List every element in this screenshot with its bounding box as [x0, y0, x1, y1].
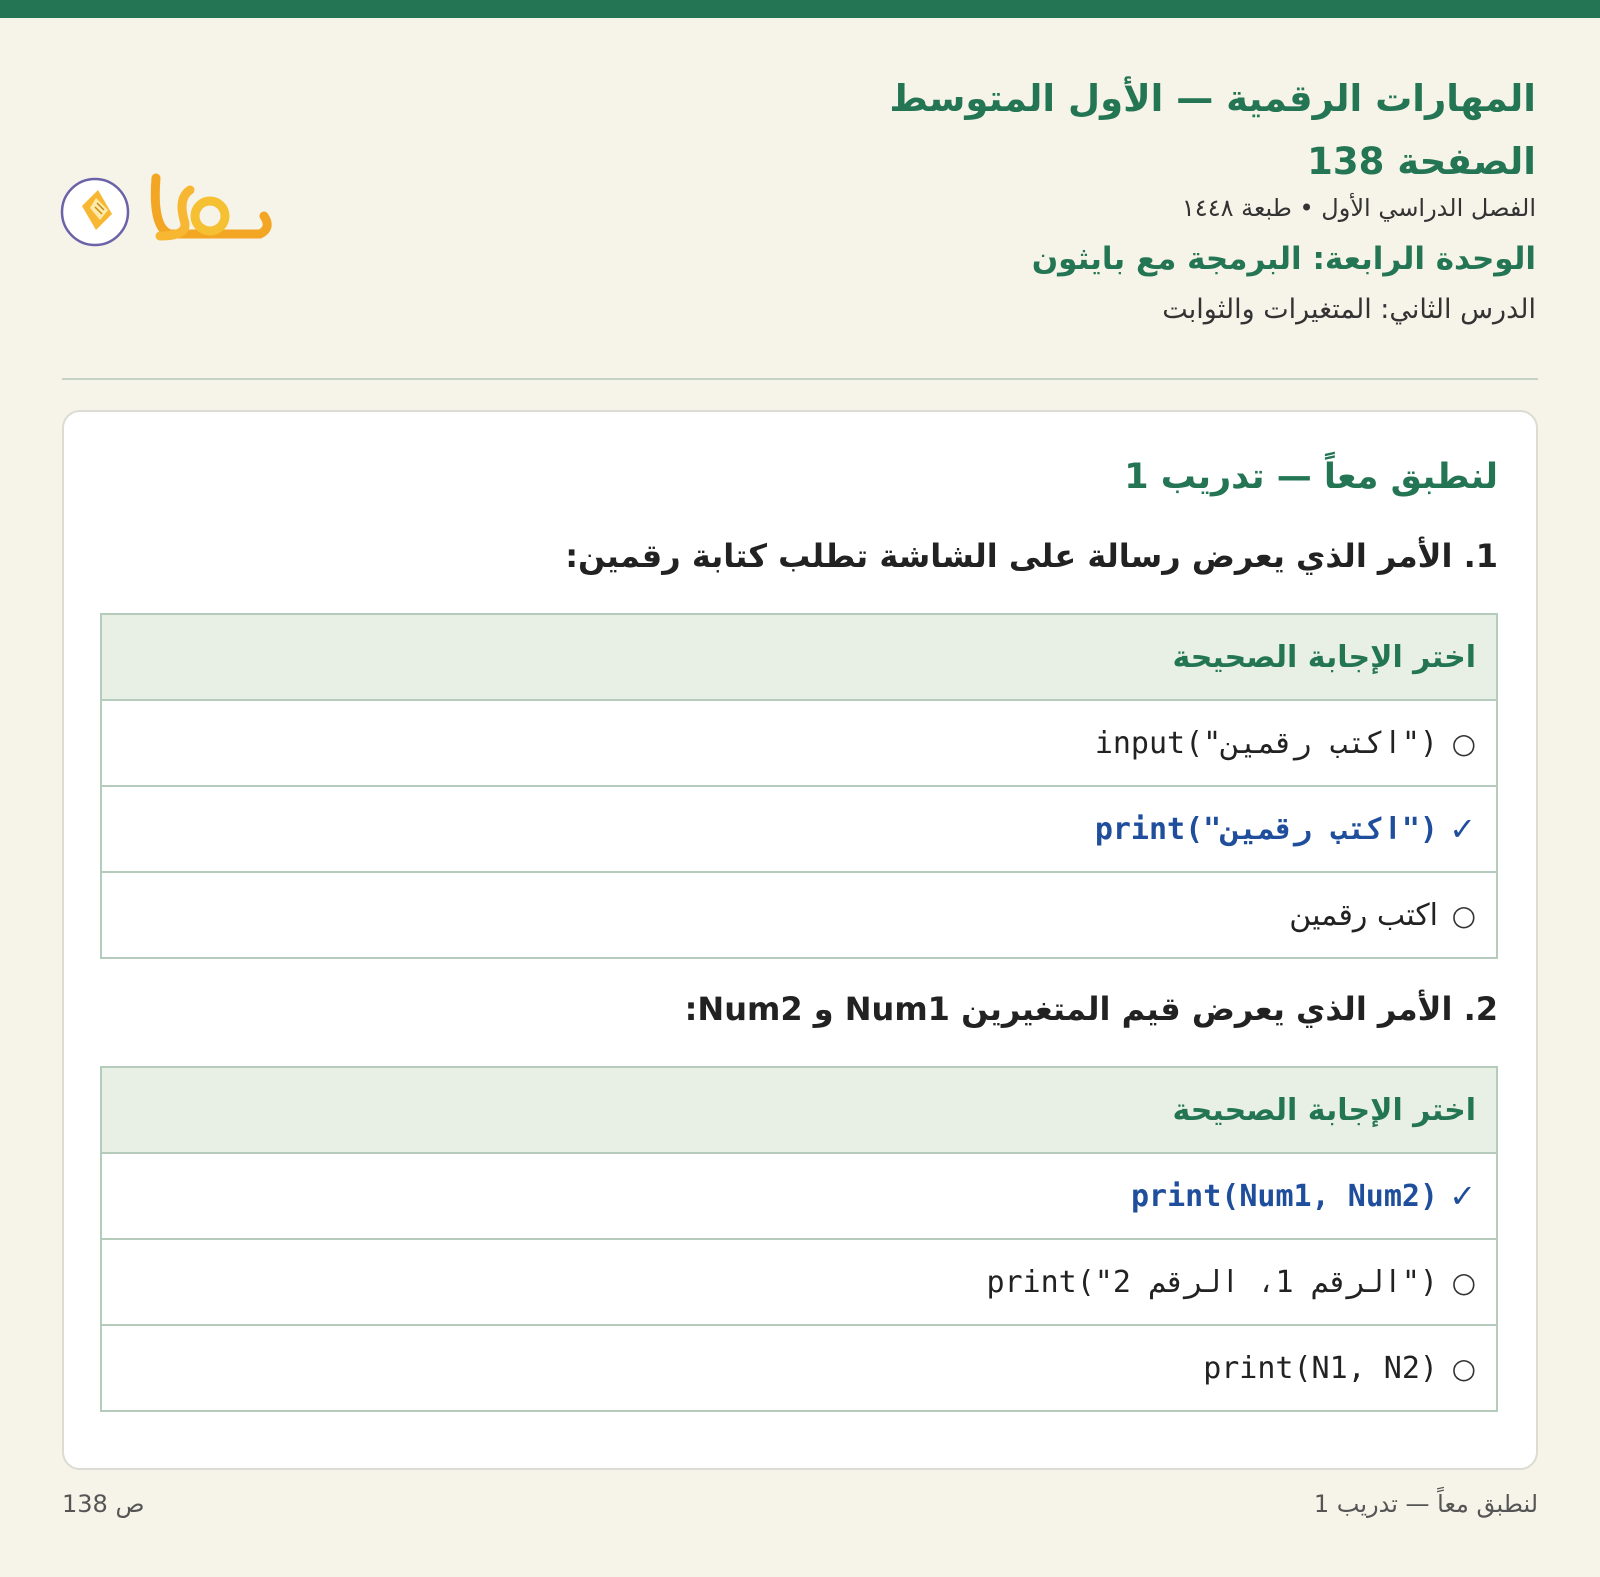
option-2-3[interactable] [102, 1326, 1496, 1410]
hulul-logo [60, 168, 280, 252]
book-title: المهارات الرقمية — الأول المتوسط [889, 77, 1536, 120]
footer-page-number: ص 138 [62, 1490, 145, 1518]
option-text: print(N1, N2) [1203, 1350, 1438, 1386]
top-accent-bar [0, 0, 1600, 18]
radio-empty-icon[interactable]: ○ [1451, 898, 1476, 932]
section-title: لنطبق معاً — تدريب 1 [1124, 457, 1498, 497]
options-header: اختر الإجابة الصحيحة [102, 615, 1496, 701]
radio-empty-icon[interactable]: ○ [1451, 1265, 1476, 1299]
page-header [496, 76, 1536, 330]
question-2: 2. الأمر الذي يعرض قيم المتغيرين Num1 و Num2: [684, 990, 1498, 1028]
options-header: اختر الإجابة الصحيحة [102, 1068, 1496, 1154]
option-2-2[interactable] [102, 1240, 1496, 1326]
option-2-1-correct[interactable] [102, 1154, 1496, 1240]
question-2-options [100, 1066, 1498, 1412]
term-edition: الفصل الدراسي الأول • طبعة ١٤٤٨ [1181, 194, 1536, 222]
unit-title: الوحدة الرابعة: البرمجة مع بايثون [1031, 241, 1536, 277]
option-1-2-correct[interactable] [102, 787, 1496, 873]
option-1-1[interactable] [102, 701, 1496, 787]
option-text: print("الرقم 1، الرقم 2") [986, 1264, 1438, 1300]
footer-section-label: لنطبق معاً — تدريب 1 [1313, 1490, 1538, 1518]
question-1: 1. الأمر الذي يعرض رسالة على الشاشة تطلب كتابة رقمين: [565, 537, 1498, 575]
header-divider [62, 378, 1538, 380]
option-text: print(Num1, Num2) [1130, 1178, 1438, 1214]
book-icon [60, 168, 280, 252]
page-number-title: الصفحة 138 [1307, 140, 1536, 183]
option-text: اكتب رقمين [1289, 897, 1438, 933]
checkmark-icon[interactable]: ✓ [1449, 1177, 1476, 1215]
radio-empty-icon[interactable]: ○ [1451, 726, 1476, 760]
lesson-title: الدرس الثاني: المتغيرات والثوابت [1162, 294, 1536, 325]
checkmark-icon[interactable]: ✓ [1449, 810, 1476, 848]
option-text: input("اكتب رقمين") [1094, 725, 1438, 761]
question-1-options [100, 613, 1498, 959]
radio-empty-icon[interactable]: ○ [1451, 1351, 1476, 1385]
option-1-3[interactable] [102, 873, 1496, 957]
option-text: print("اكتب رقمين") [1094, 811, 1438, 847]
exercise-card [62, 410, 1538, 1470]
